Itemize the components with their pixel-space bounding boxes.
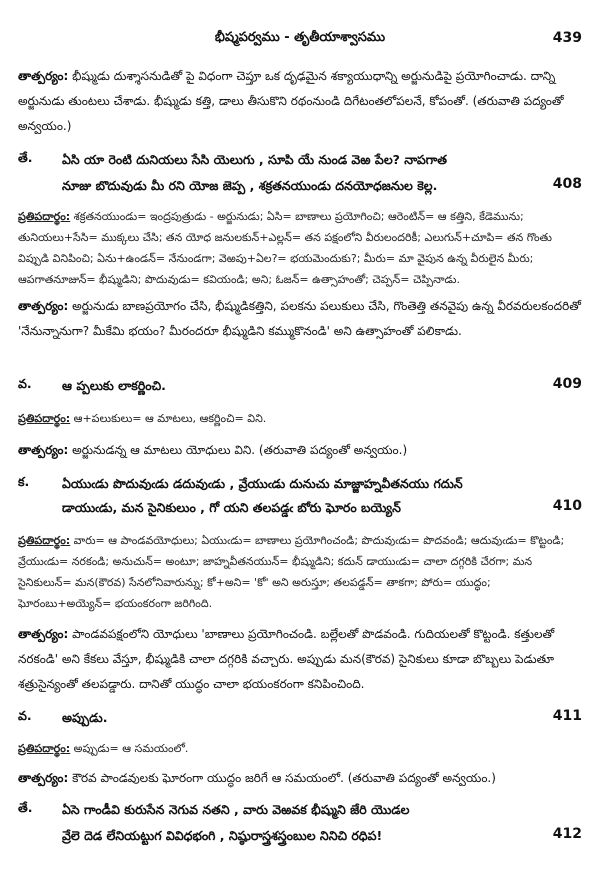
- running-title: భీష్మపర్వము - తృతీయాశ్వాసము: [214, 30, 386, 45]
- verse-line: ఆ ప్పలుకు లాకర్ణించి.: [62, 378, 166, 393]
- verse-line: వ్రేలె దెడ లేనియట్టుగ వివిధభంగి , నిష్ఠురాస్త్రశస్త్రంబుల నినిచి రధిప!: [62, 828, 383, 843]
- word-meaning-text: శక్రతనయుండు= ఇంద్రపుత్రుడు - అర్జునుడు; ఏసి= బాణాలు ప్రయోగించి; ఆరెంటిన్= ఆ కత్తిని, కేడెమును; తునియలు+సేసి= ముక్కలు చేసి; తన యోధ జనులకున్+ఎల్లన్= తన పక్షంలోని వీరులందరికీ; ఎలుగున్+చూపి= తన గొంతు విప్పుడి వినిపించి; ఏను+ఉండన్= నేనుండగా; వెఱపు+ఏల?= భయమెందుకు?; మీరు= మా వైపున ఉన్న వీరులైన మీరు; ఆపగాతనూజున్= భీష్ముడిని; పొదువుడు= కవియండి; అని; ఓజన్= ఉత్సాహంతో; చెప్పన్= చెప్పినాడు.: [18, 210, 552, 286]
- verse-number: 409: [552, 376, 582, 392]
- verse-line: ఏయుఁడు పొదువుఁడు డదువుఁడు , వ్రేయుఁడు దునుచు మాజ్జాహ్నవీతనయు గదున్: [62, 476, 463, 491]
- page-header: [0, 30, 600, 52]
- meaning-label: తాత్పర్యం:: [18, 69, 69, 83]
- verse-line: ఏసి యా రెంటి దునియలు సేసి యెలుగు , సూపి యే నుండ వెఱ పేల? నాపగాత: [62, 152, 448, 167]
- meaning-paragraph: [18, 294, 582, 344]
- meaning-text: అర్జునుడన్న ఆ మాటలు యోధులు విని. (తరువాతి పద్యంతో అన్వయం.): [68, 443, 408, 457]
- verse-meter: వ.: [18, 708, 32, 723]
- verse-line: ఏసె గాండీవి కురుసేన నెగువ నతని , వారు వెఱవక భీష్ముని జేరి యొడల: [62, 802, 410, 817]
- word-meaning-text: ఆ+పలుకులు= ఆ మాటలు, ఆకర్ణించి= విని.: [70, 412, 267, 425]
- word-meaning-label: ప్రతిపదార్థం:: [18, 412, 71, 425]
- verse-number: 411: [552, 708, 582, 724]
- verse-meter: తే.: [18, 800, 33, 815]
- meaning-paragraph: [18, 438, 582, 463]
- meaning-label: తాత్పర్యం:: [18, 771, 69, 785]
- page-number: 439: [552, 30, 582, 46]
- meaning-text: అర్జునుడు బాణప్రయోగం చేసి, భీష్ముడికత్తిని, పలకను పలుకులు చేసి, గొంతెత్తి తనవైపు ఉన్న వీరవరులకందరితో 'నేనున్నానుగా? మీకేమి భయం? మీరందరూ భీష్ముడిని కమ్ముకొనండి' అని ఉత్సాహంతో పలికాడు.: [18, 299, 581, 338]
- meaning-label: తాత్పర్యం:: [18, 627, 69, 641]
- verse-meter: తే.: [18, 150, 33, 165]
- meaning-paragraph: [18, 64, 582, 139]
- word-meaning-paragraph: [18, 206, 582, 290]
- meaning-paragraph: [18, 622, 582, 697]
- meaning-text: పాండవపక్షంలోని యోధులు 'బాణాలు ప్రయోగించండి. బల్లేలతో పొడవండి. గుదియలతో కొట్టండి. కత్తులతో నరకండి' అని కేకలు వేస్తూ, భీష్ముడికి చాలా దగ్గరికి వచ్చారు. అప్పుడు మన(కౌరవ) సైనికులు కూడా బొబ్బలు పెడుతూ శత్రుసైన్యంతో తలపడ్డారు. దానితో యుద్ధం చాలా భయంకరంగా కనిపించింది.: [18, 627, 555, 691]
- meaning-label: తాత్పర్యం:: [18, 299, 69, 313]
- word-meaning-paragraph: [18, 530, 582, 614]
- word-meaning-label: ప్రతిపదార్థం:: [18, 210, 71, 223]
- verse-number: 412: [552, 826, 582, 842]
- meaning-paragraph: [18, 766, 582, 791]
- word-meaning-paragraph: [18, 738, 582, 759]
- verse-meter: వ.: [18, 376, 32, 391]
- verse-line: అప్పుడు.: [62, 710, 108, 725]
- meaning-label: తాత్పర్యం:: [18, 443, 69, 457]
- verse-number: 410: [552, 498, 582, 514]
- verse-line: డాయుఁడు, మన సైనికులుం , గో యని తలపడ్డఁ బోరు ఘోరం బయ్యెన్: [62, 500, 401, 515]
- verse-meter: క.: [18, 474, 30, 489]
- word-meaning-paragraph: [18, 408, 582, 429]
- word-meaning-label: ప్రతిపదార్థం:: [18, 742, 71, 755]
- verse-line: నూజు బొదువుడు మీ రని యోజ జెప్ప , శక్రతనయుండు దనయోధజనుల కెల్ల.: [62, 178, 438, 193]
- verse-number: 408: [552, 176, 582, 192]
- word-meaning-text: వారు= ఆ పాండవయోధులు; ఏయుఁడు= బాణాలు ప్రయోగించండి; పొదువుఁడు= పొదవండి; ఆదువుఁడు= కొట్టండి; వ్రేయుఁడు= నరకండి; అనుచున్= అంటూ; జాహ్నవీతనయున్= భీష్ముడిని; కదున్ డాయుఁడు= చాలా దగ్గరికి చేరగా; మన సైనికులున్= మన(కౌరవ) సేనలోనివారున్ను; కో+అని= 'కో' అని అరుస్తూ; తలపడ్డన్= తాకగా; పోరు= యుద్ధం; ఘోరంబు+అయ్యెన్= భయంకరంగా జరిగింది.: [18, 534, 565, 610]
- word-meaning-label: ప్రతిపదార్థం:: [18, 534, 71, 547]
- meaning-text: భీష్ముడు దుశ్శాసనుడితో పై విధంగా చెప్తూ ఒక దృఢమైన శక్యాయుధాన్ని అర్జునుడిపై ప్రయోగించాడు. దాన్ని అర్జునుడు తుంటలు చేశాడు. భీష్ముడు కత్తి, డాలు తీసుకొని రథంనుండి దిగేటంతలోపలనే, కోపంతో. (తరువాతి పద్యంతో అన్వయం.): [18, 69, 564, 133]
- word-meaning-text: అప్పుడు= ఆ సమయంలో.: [70, 742, 189, 755]
- meaning-text: కౌరవ పాండవులకు ఘోరంగా యుద్ధం జరిగే ఆ సమయంలో. (తరువాతి పద్యంతో అన్వయం.): [68, 771, 496, 785]
